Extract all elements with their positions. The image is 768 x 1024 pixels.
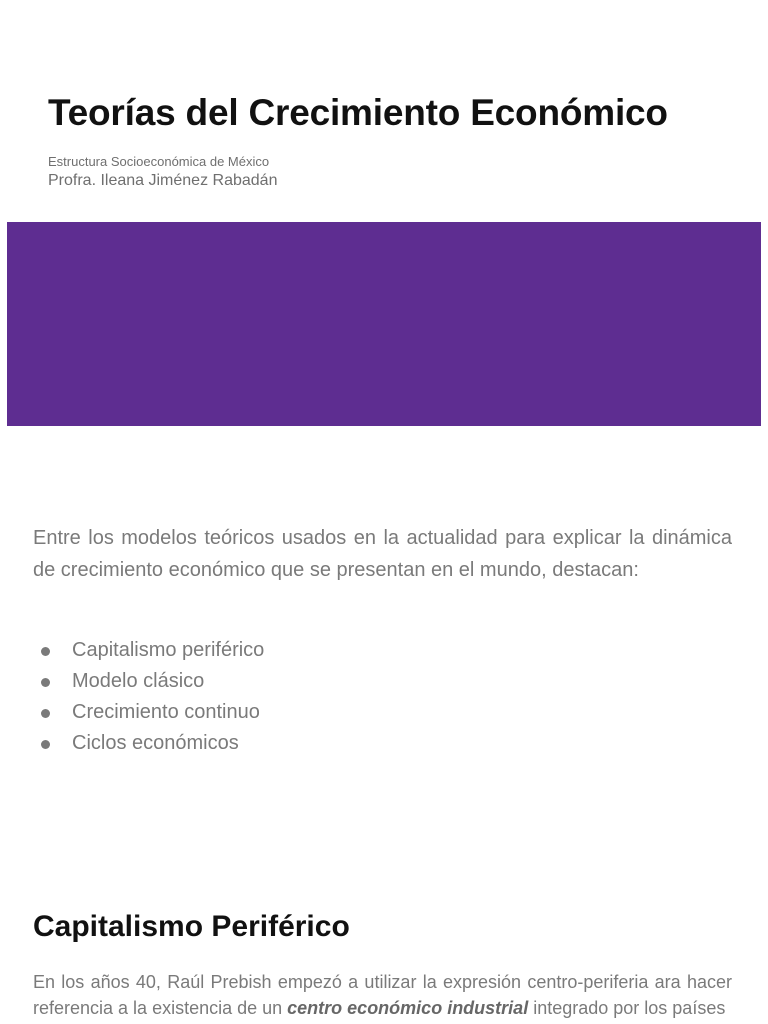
bullet-icon <box>41 709 50 718</box>
model-label: Modelo clásico <box>72 670 205 692</box>
list-item <box>33 635 264 666</box>
model-label: Crecimiento continuo <box>72 701 260 723</box>
section-text-start: En los años 40, Raúl Prebish empezó a utilizar la expresión centro-periferia ara hacer referencia a la existencia de un <box>33 972 732 1018</box>
section-paragraph <box>33 969 732 1021</box>
model-list <box>33 635 264 759</box>
bullet-icon <box>41 740 50 749</box>
list-item <box>33 666 264 697</box>
bullet-icon <box>41 647 50 656</box>
bullet-icon <box>41 678 50 687</box>
model-label: Capitalismo periférico <box>72 639 265 661</box>
list-item <box>33 728 264 759</box>
intro-paragraph: Entre los modelos teóricos usados en la actualidad para explicar la dinámica de crecimiento económico que se presentan en el mundo, destacan: <box>33 527 732 581</box>
section-emphasis: centro económico industrial <box>287 998 529 1018</box>
section-text-end: integrado por los países <box>528 998 726 1018</box>
course-name: Estructura Socioeconómica de México <box>48 154 270 169</box>
section-title: Capitalismo Periférico <box>33 910 350 943</box>
model-label: Ciclos económicos <box>72 732 239 754</box>
page-title: Teorías del Crecimiento Económico <box>48 92 668 133</box>
list-item <box>33 697 264 728</box>
teacher-name: Profra. Ileana Jiménez Rabadán <box>48 172 278 189</box>
purple-banner <box>7 222 761 426</box>
